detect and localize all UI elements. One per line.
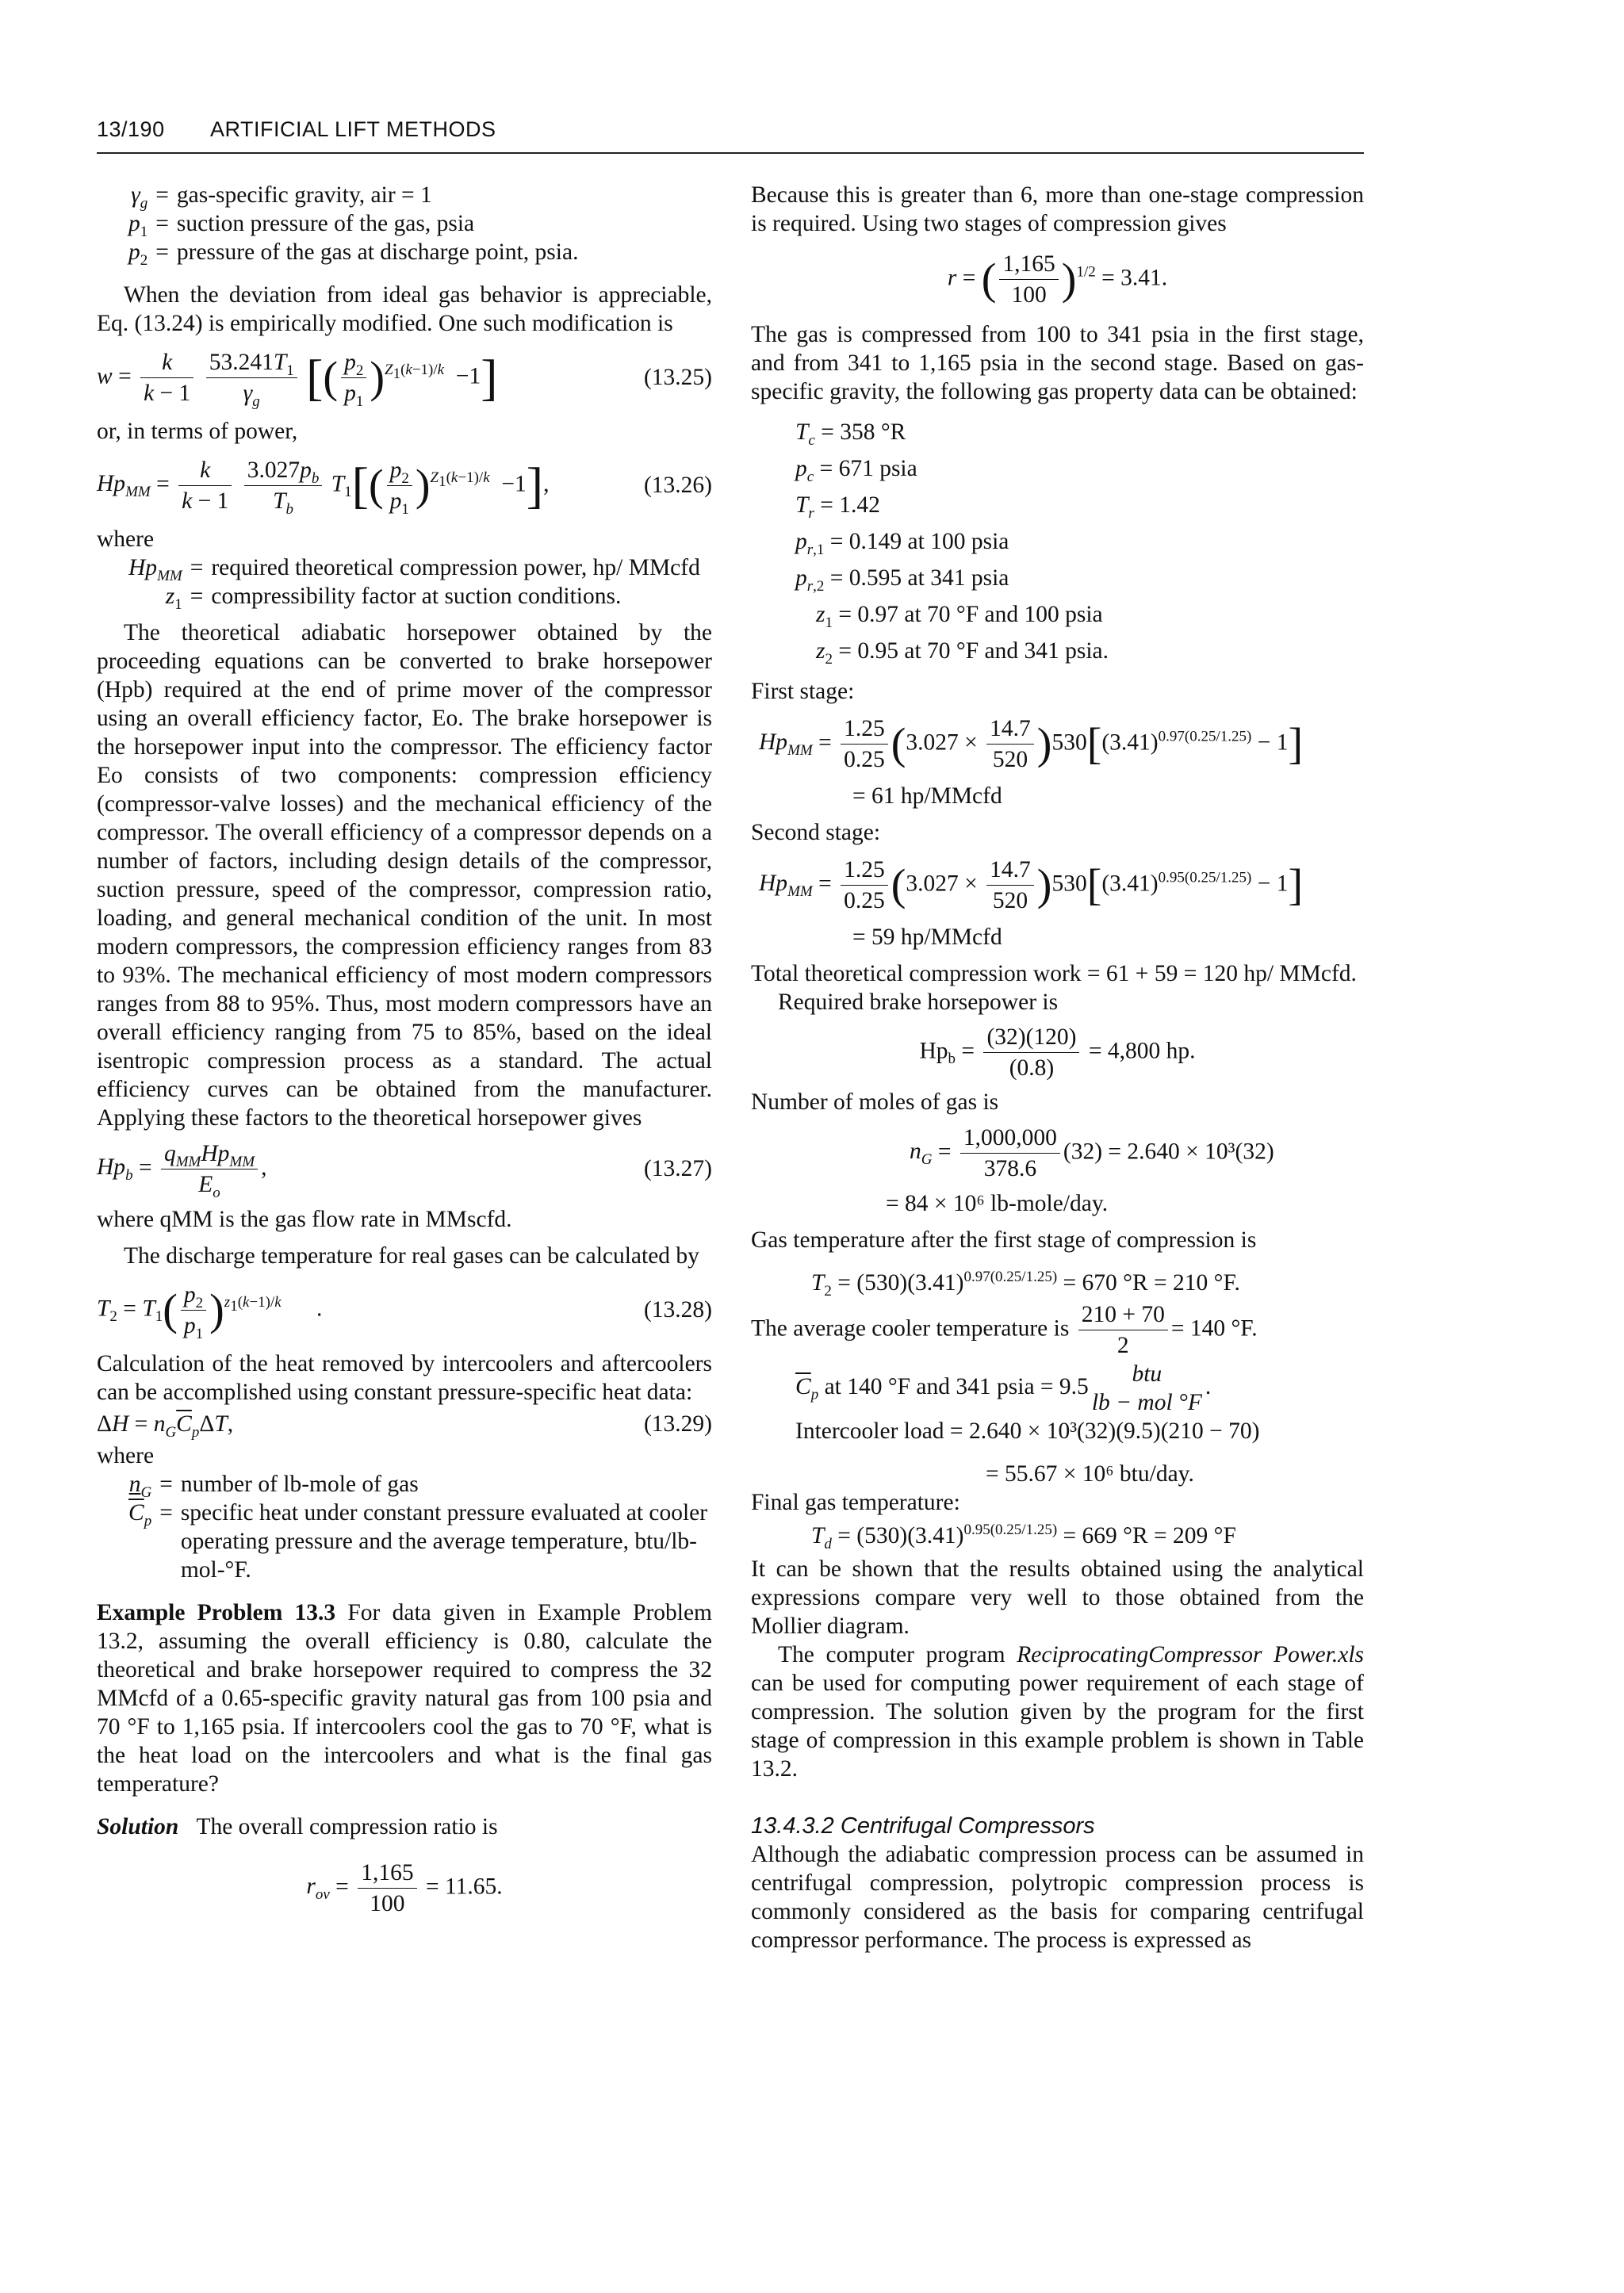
def-text: pressure of the gas at discharge point, psia. [176, 239, 579, 265]
paragraph: The computer program ReciprocatingCompressor Power.xls can be used for computing power requirement of each stage of compression. The solution given by the program for the first stage of compression in this example problem is shown in Table 13.2. [751, 1642, 1364, 1782]
property: $T_r = 1.42$ [795, 492, 880, 522]
paragraph: Total theoretical compression work = 61 + 59 = 120 hp/ MMcfd. [751, 961, 1357, 986]
property: $T_c = 358$ °R [795, 419, 906, 449]
equation-td: $T_d = (530)(3.41)^{0.95(0.25/1.25)} = 669$ °R = 209 °F [811, 1522, 1236, 1552]
paragraph: Although the adiabatic compression process can be assumed in centrifugal compression, polytropic compression process is commonly considered as the basis for comparing centrifugal compressor performance. The process is expressed as [751, 1842, 1364, 1953]
section-heading: 13.4.3.2 Centrifugal Compressors [751, 1813, 1095, 1839]
avg-cooler: The average cooler temperature is $\frac{210 + 70}{2}$ = 140 °F. [751, 1302, 1258, 1358]
def-symbol: $p_2$ [128, 239, 148, 269]
def-text: required theoretical compression power, hp/ MMcfd [211, 555, 700, 580]
where-label: where [97, 526, 155, 552]
second-stage-result: = 59 hp/MMcfd [852, 924, 1002, 950]
equation-number: (13.29) [643, 1411, 712, 1437]
paragraph: The theoretical adiabatic horsepower obtained by the proceeding equations can be converted to brake horsepower (Hpb) required at the end of prime mover of the compressor using an overall efficiency factor, Eo. The brake horsepower is the horsepower input into the compressor. The efficiency factor Eo consists of two components: compression efficiency (compressor-valve losses) and the mechanical efficiency of the compressor. The overall efficiency of a compressor depends on a number of factors, including design details of the compressor, suction pressure, speed of the compressor, compression ratio, loading, and general mechanical condition of the unit. In most modern compressors, the compression efficiency ranges from 83 to 93%. The mechanical efficiency of most modern compressors ranges from 88 to 95%. Thus, most modern compressors have an overall efficiency ranging from 75 to 85%, based on the ideal isentropic compression process as a standard. The actual efficiency curves can be obtained from the manufacturer. Applying these factors to the theoretical horsepower gives [97, 620, 712, 1131]
definitions-list-3: $n_G$ = number of lb-mole of gas $\overline{C}_p$ = specific heat under constant pressure evaluated at cooler operating pressure and the average temperature, btu/lb-mol-°F. [128, 1470, 712, 1584]
running-header [97, 117, 1364, 154]
equation-second-stage: $Hp_{MM}$ = $\frac{1.25}{0.25}$ (3.027 × $\frac{14.7}{520}$ )$530[(3.41)^{0.95(0.25/1.25)} - 1]$ [759, 856, 1304, 913]
def-text: specific heat under constant pressure evaluated at cooler operating pressure and the average temperature, btu/lb-mol-°F. [180, 1500, 708, 1583]
property: $p_{r,1} = 0.149$ at 100 psia [795, 529, 1009, 558]
first-stage-result: = 61 hp/MMcfd [852, 783, 1002, 809]
ng-result: = 84 × 10⁶ lb-mole/day. [886, 1191, 1109, 1216]
paragraph: Calculation of the heat removed by intercoolers and aftercoolers can be accomplished using constant pressure-specific heat data: [97, 1351, 712, 1405]
right-column [751, 181, 1364, 1954]
paragraph: Required brake horsepower is [778, 990, 1059, 1015]
def-text: number of lb-mole of gas [180, 1472, 419, 1497]
equation-13-25: w = $\frac{k}{k - 1}$ $\frac{53.241T_1}{\gamma_g}$ [( $\frac{p_2}{p_1}$ )$^{Z_1(k-1)/k}$ −1] (13.25) [97, 349, 712, 410]
paragraph: Final gas temperature: [751, 1490, 960, 1515]
equation-13-27: $Hp_b$ = $\frac{q_{MM}Hp_{MM}}{E_o}$ , (13.27) [97, 1140, 712, 1201]
def-text: gas-specific gravity, air = 1 [176, 182, 432, 208]
second-stage-label: Second stage: [751, 820, 881, 845]
paragraph: Gas temperature after the first stage of compression is [751, 1227, 1257, 1253]
example-problem: Example Problem 13.3 For data given in Example Problem 13.2, assuming the overall efficiency is 0.80, calculate the theoretical and brake horsepower required to compress the 32 MMcfd of a 0.65-specific gravity natural gas from 100 psia and 70 °F to 1,165 psia. If intercoolers cool the gas to 70 °F, what is the heat load on the intercoolers and what is the final gas temperature? [97, 1600, 712, 1797]
program-name: ReciprocatingCompressor Power.xls [1017, 1642, 1364, 1667]
equation-first-stage: $Hp_{MM}$ = $\frac{1.25}{0.25}$ (3.027 × $\frac{14.7}{520}$ )$530[(3.41)^{0.97(0.25/1.25)} - 1]$ [759, 715, 1304, 772]
solution-label: Solution [97, 1814, 179, 1839]
equation-number: (13.27) [643, 1156, 712, 1181]
paragraph: It can be shown that the results obtained using the analytical expressions compare very well to those obtained from the Mollier diagram. [751, 1556, 1364, 1639]
paragraph: When the deviation from ideal gas behavior is appreciable, Eq. (13.24) is empirically modified. One such modification is [97, 282, 712, 336]
first-stage-label: First stage: [751, 679, 855, 704]
definitions-list-2: $Hp_{MM}$ = required theoretical compression power, hp/ MMcfd $z_1$ = compressibility factor at suction conditions. [128, 553, 712, 611]
equation-13-29: $\Delta H = n_G\overline{C}_p\Delta T$, (13.29) [97, 1411, 712, 1441]
property: $z_2 = 0.95$ at 70 °F and 341 psia. [816, 638, 1109, 668]
paragraph: Number of moles of gas is [751, 1089, 999, 1115]
def-symbol: $p_1$ [128, 211, 148, 240]
paragraph: The discharge temperature for real gases can be calculated by [124, 1243, 699, 1269]
left-column [97, 181, 712, 1927]
equation-ng: $n_G$ = $\frac{1,000,000}{378.6}$ (32) = 2.640 × 10³(32) [910, 1124, 1274, 1181]
intercooler-load: Intercooler load = 2.640 × 10³(32)(9.5)(210 − 70) [795, 1418, 1260, 1444]
equation-r: r = ( $\frac{1,165}{100}$ )$^{1/2}$ = 3.41. [947, 251, 1168, 308]
definitions-list-1: $\gamma_g$ = gas-specific gravity, air = 1 $p_1$ = suction pressure of the gas, psia $p_2$ = pressure of the gas at discharge point, psia. [128, 181, 712, 266]
paragraph: The gas is compressed from 100 to 341 psia in the first stage, and from 341 to 1,165 psia in the second stage. Based on gas-specific gravity, the following gas property data can be obtained: [751, 322, 1364, 404]
page-number: 13/190 [97, 117, 165, 141]
equation-number: (13.28) [643, 1297, 712, 1323]
def-text: suction pressure of the gas, psia [176, 211, 475, 236]
gas-properties [795, 414, 1364, 669]
equation-number: (13.25) [643, 365, 712, 390]
equation-13-26: $Hp_{MM}$ = $\frac{k}{k - 1}$ $\frac{3.027p_b}{T_b}$ $T_1$[( $\frac{p_2}{p_1}$ )$^{Z_1(k-1)/k}$ −1], (13.26) [97, 457, 712, 518]
property: $p_{r,2} = 0.595$ at 341 psia [795, 565, 1009, 595]
property: $p_c = 671$ psia [795, 456, 917, 485]
equation-hpb: $Hp_b$ = $\frac{(32)(120)}{(0.8)}$ = 4,800 hp. [919, 1024, 1196, 1081]
equation-t2: $T_2 = (530)(3.41)^{0.97(0.25/1.25)} = 670$ °R = 210 °F. [811, 1269, 1240, 1300]
where-label: where [97, 1443, 155, 1468]
paragraph: where qMM is the gas flow rate in MMscfd. [97, 1207, 512, 1232]
equation-number: (13.26) [643, 473, 712, 498]
paragraph: Because this is greater than 6, more than one-stage compression is required. Using two stages of compression gives [751, 182, 1364, 236]
def-text: compressibility factor at suction conditions. [211, 584, 622, 609]
solution: Solution The overall compression ratio is [97, 1814, 498, 1839]
equation-rov: $r_{ov}$ = $\frac{1,165}{100}$ = 11.65. [306, 1859, 503, 1916]
equation-13-28: $T_2 = T_1$( $\frac{p_2}{p_1}$ )$^{z_1(k-1)/k}$ . (13.28) [97, 1281, 712, 1342]
example-label: Example Problem 13.3 [97, 1600, 336, 1625]
intercooler-load-result: = 55.67 × 10⁶ btu/day. [986, 1461, 1194, 1487]
running-title: ARTIFICIAL LIFT METHODS [210, 117, 496, 141]
cp-value: $\overline{C}_p$ at 140 °F and 341 psia = 9.5 btu lb − mol °F . [795, 1361, 1212, 1415]
property: $z_1 = 0.97$ at 70 °F and 100 psia [816, 602, 1103, 631]
paragraph: or, in terms of power, [97, 419, 298, 444]
def-symbol: $\gamma_g$ [131, 182, 148, 212]
